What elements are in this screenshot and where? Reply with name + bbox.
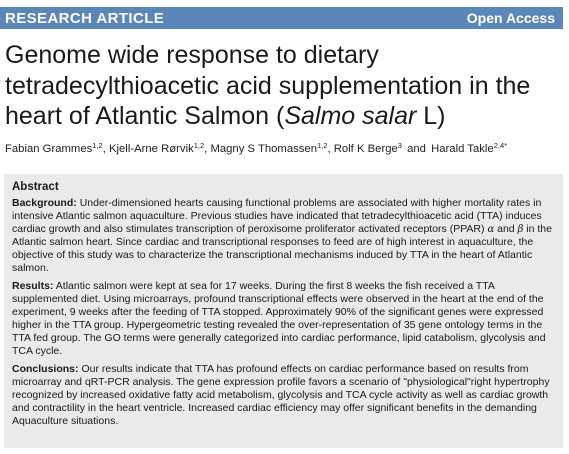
abstract-background <box>12 197 555 275</box>
and-word: and <box>494 223 518 235</box>
alpha-symbol: α <box>487 224 495 235</box>
author-affiliation: 2,4* <box>493 141 508 150</box>
author-affiliation: 1,2 <box>193 141 205 150</box>
title-main: Genome wide response to dietary tetradecylthioacetic acid supplementation in the heart of Atlantic Salmon ( <box>5 41 531 130</box>
beta-symbol: β <box>517 224 524 235</box>
open-access-label: Open Access <box>466 10 555 26</box>
title-species: Salmo salar <box>284 102 417 130</box>
abstract-results <box>12 280 555 358</box>
conclusions-label: Conclusions: <box>12 363 79 375</box>
article-title <box>5 40 561 132</box>
abstract-conclusions <box>12 363 555 428</box>
background-text-2: in the Atlantic salmon heart. Since cardiac and transcriptional responses to feed are of high interest in aquaculture, the objective of this study was to characterize the transcriptional mechanisms induced by TTA in the heart of Atlantic salmon. <box>12 223 552 274</box>
author-name[interactable]: Kjell-Arne Rørvik <box>108 143 194 155</box>
conclusions-text: Our results indicate that TTA has profound effects on cardiac performance based on results from microarray and qRT-PCR analysis. The gene expression profile favors a scenario of "physiological"right hypertrophy recognized by increased oxidative fatty acid metabolism, glycolysis and TCA cycle activity as well as cardiac growth and contractility in the heart ventricle. Increased cardiac efficiency may offer significant benefits in the demanding Aquaculture situations. <box>12 363 550 427</box>
results-text: Atlantic salmon were kept at sea for 17 weeks. During the first 8 weeks the fish received a TTA supplemented diet. Using microarrays, profound transcriptional effects were observed in the heart at the end of the experiment, 9 weeks after the feeding of TTA stopped. Approximately 90% of the significant genes were expressed higher in the TTA group. Hypergeometric testing revealed the over-representation of 35 gene ontology terms in the TTA fed group. The GO terms were generally categorized into cardiac performance, lipid catabolism, glycolysis and TCA cycle. <box>12 280 546 357</box>
background-label: Background: <box>12 197 77 209</box>
background-text-1: Under-dimensioned hearts causing functional problems are associated with higher mortality rates in intensive Atlantic salmon aquaculture. Previous studies have indicated that tetradecylthioacetic acid (TTA) induces cardiac growth and also stimulates transcription of peroxisome proliferator activated receptors (PPAR) <box>12 197 542 235</box>
article-banner <box>0 7 563 29</box>
author-name[interactable]: Fabian Grammes <box>5 143 93 155</box>
author-name[interactable]: Harald Takle <box>431 143 494 155</box>
title-tail: L) <box>416 102 446 130</box>
results-label: Results: <box>12 280 54 292</box>
author-list: Fabian Grammes$^{1,2}$, Kjell-Arne Rørvik$^{1,2}$, Magny S Thomassen$^{1,2}$, Rolf K Berge$^3$ and Harald Takle$^{2,4*}$ <box>5 141 508 155</box>
author-affiliation: 1,2 <box>317 141 328 150</box>
authors-conjunction: and <box>407 143 426 155</box>
author-name[interactable]: Magny S Thomassen <box>210 143 317 155</box>
abstract-heading: Abstract <box>12 181 59 193</box>
abstract-box <box>4 174 563 448</box>
author-affiliation: 3 <box>397 141 402 150</box>
article-type-label: RESEARCH ARTICLE <box>5 9 165 27</box>
author-affiliation: 1,2 <box>92 141 103 150</box>
author-name[interactable]: Rolf K Berge <box>333 143 398 155</box>
